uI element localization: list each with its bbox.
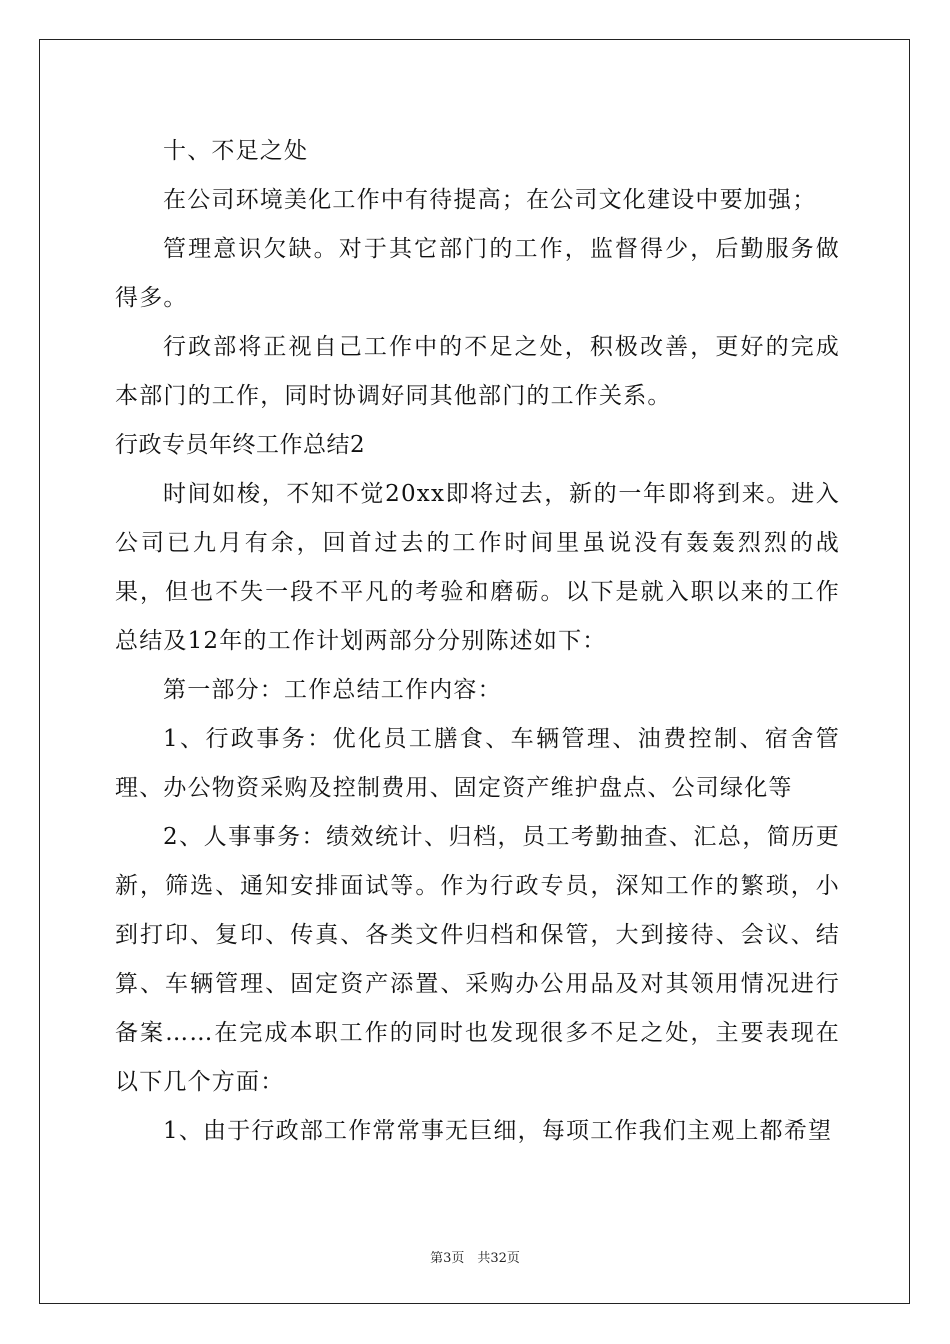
- list-item: 1、由于行政部工作常常事无巨细，每项工作我们主观上都希望: [163, 1118, 833, 1144]
- paragraph: 行政部将正视自己工作中的不足之处，积极改善，更好的完成本部门的工作，同时协调好同其他部门的工作关系。: [115, 334, 840, 409]
- paragraph: 在公司环境美化工作中有待提高；在公司文化建设中要加强；: [163, 187, 817, 213]
- paragraph: 时间如梭，不知不觉20xx即将过去，新的一年即将到来。进入公司已九月有余，回首过去的工作时间里虽说没有轰轰烈烈的战果，但也不失一段不平凡的考验和磨砺。以下是就入职以来的工作总结及12年的工作计划两部分分别陈述如下：: [115, 481, 840, 654]
- document-body: [115, 127, 840, 1156]
- page-number: 第3页 共32页: [430, 1251, 520, 1266]
- paragraph: 第一部分：工作总结工作内容：: [163, 677, 502, 703]
- list-item: 1、行政事务：优化员工膳食、车辆管理、油费控制、宿舍管理、办公物资采购及控制费用、固定资产维护盘点、公司绿化等: [115, 726, 840, 801]
- paragraph: 管理意识欠缺。对于其它部门的工作，监督得少，后勤服务做得多。: [115, 236, 840, 311]
- list-item: 2、人事事务：绩效统计、归档，员工考勤抽查、汇总，简历更新，筛选、通知安排面试等。作为行政专员，深知工作的繁琐，小到打印、复印、传真、各类文件归档和保管，大到接待、会议、结算、车辆管理、固定资产添置、采购办公用品及对其领用情况进行备案……在完成本职工作的同时也发现很多不足之处，主要表现在以下几个方面：: [115, 824, 840, 1095]
- section-heading-shortcomings: 十、不足之处: [163, 138, 309, 164]
- article-title: 行政专员年终工作总结2: [115, 432, 366, 458]
